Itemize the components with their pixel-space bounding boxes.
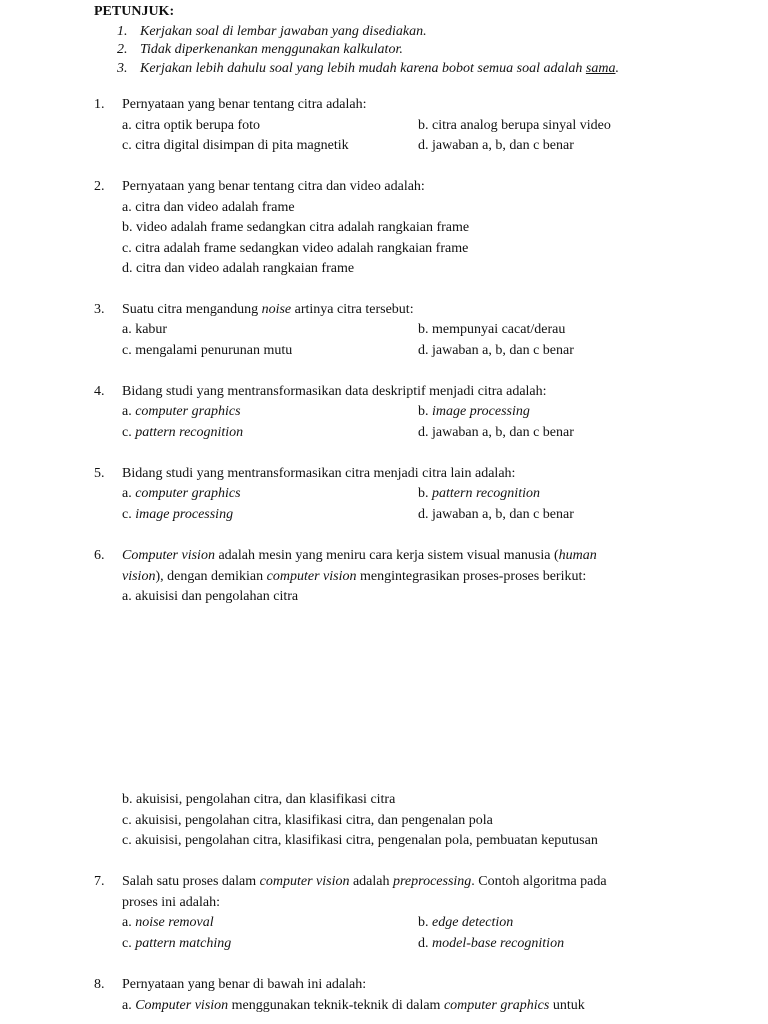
q3-stem-end: artinya citra tersebut: bbox=[291, 302, 414, 317]
q6-term-4: computer vision bbox=[266, 569, 357, 584]
q7-option-c-letter: c. bbox=[122, 936, 136, 951]
q4-option-c bbox=[122, 423, 243, 444]
instruction-3-main: Kerjakan lebih dahulu soal yang lebih mudah karena bobot semua soal adalah bbox=[140, 61, 586, 76]
q7-term-1: computer vision bbox=[259, 874, 350, 889]
q5-option-b bbox=[418, 484, 540, 505]
q8-term-1: Computer vision bbox=[135, 998, 229, 1013]
q8-text-2: untuk bbox=[549, 998, 585, 1013]
q4-stem: Bidang studi yang mentransformasikan data deskriptif menjadi citra adalah: bbox=[122, 384, 547, 399]
q3-stem-italic: noise bbox=[261, 302, 292, 317]
q8-number: 8. bbox=[94, 977, 105, 992]
instruction-3-end: . bbox=[615, 61, 619, 76]
q4-option-c-letter: c. bbox=[122, 425, 136, 440]
q5-option-c-text: image processing bbox=[135, 507, 234, 522]
instruction-1-text: Kerjakan soal di lembar jawaban yang disediakan. bbox=[140, 24, 427, 39]
q7-text-1: Salah satu proses dalam bbox=[122, 874, 260, 889]
q4-option-b bbox=[418, 402, 530, 423]
q6-term-3: vision bbox=[122, 569, 156, 584]
q6-text-3: mengintegrasikan proses-proses berikut: bbox=[356, 569, 587, 584]
q5-option-a-letter: a. bbox=[122, 486, 136, 501]
q6-stem-line-1 bbox=[122, 546, 597, 567]
q3-option-d: d. jawaban a, b, dan c benar bbox=[418, 343, 574, 358]
instruction-2-number: 2. bbox=[117, 42, 128, 57]
q7-option-a bbox=[122, 913, 214, 934]
q4-option-b-letter: b. bbox=[418, 404, 432, 419]
q7-text-2: adalah bbox=[349, 874, 393, 889]
q5-option-c bbox=[122, 505, 233, 526]
q1-number: 1. bbox=[94, 97, 105, 112]
q1-option-c: c. citra digital disimpan di pita magnetik bbox=[122, 138, 349, 153]
q8-stem: Pernyataan yang benar di bawah ini adalah: bbox=[122, 977, 367, 992]
q2-option-a: a. citra dan video adalah frame bbox=[122, 200, 295, 215]
q7-text-3: . Contoh algoritma pada bbox=[471, 874, 607, 889]
q7-option-d-text: model-base recognition bbox=[432, 936, 565, 951]
q2-option-b: b. video adalah frame sedangkan citra adalah rangkaian frame bbox=[122, 220, 470, 235]
q3-option-b: b. mempunyai cacat/derau bbox=[418, 322, 566, 337]
q6-option-a: a. akuisisi dan pengolahan citra bbox=[122, 589, 299, 604]
instruction-1-number: 1. bbox=[117, 24, 128, 39]
q5-option-a-text: computer graphics bbox=[135, 486, 241, 501]
q8-option-a bbox=[122, 996, 585, 1017]
q7-option-d-letter: d. bbox=[418, 936, 432, 951]
q6-number: 6. bbox=[94, 548, 105, 563]
q4-option-a-letter: a. bbox=[122, 404, 136, 419]
q5-option-b-letter: b. bbox=[418, 486, 432, 501]
q7-option-b bbox=[418, 913, 513, 934]
q7-option-b-letter: b. bbox=[418, 915, 432, 930]
q1-stem: Pernyataan yang benar tentang citra adalah: bbox=[122, 97, 367, 112]
instruction-3-text bbox=[140, 59, 619, 80]
q3-option-a: a. kabur bbox=[122, 322, 168, 337]
q6-option-c-extended: c. akuisisi, pengolahan citra, klasifikasi citra, pengenalan pola, pembuatan keputusan bbox=[122, 833, 598, 848]
q5-option-b-text: pattern recognition bbox=[432, 486, 540, 501]
q7-stem-line-2: proses ini adalah: bbox=[122, 895, 220, 910]
q3-stem bbox=[122, 300, 414, 321]
q3-option-c: c. mengalami penurunan mutu bbox=[122, 343, 293, 358]
q6-term-2: human bbox=[558, 548, 597, 563]
q6-text-1: adalah mesin yang meniru cara kerja sistem visual manusia ( bbox=[214, 548, 559, 563]
instruction-3-number: 3. bbox=[117, 61, 128, 76]
q4-number: 4. bbox=[94, 384, 105, 399]
q5-number: 5. bbox=[94, 466, 105, 481]
q6-text-2: ), dengan demikian bbox=[155, 569, 267, 584]
q7-number: 7. bbox=[94, 874, 105, 889]
instruction-2-text: Tidak diperkenankan menggunakan kalkulator. bbox=[140, 42, 403, 57]
q7-option-c-text: pattern matching bbox=[135, 936, 232, 951]
q4-option-a bbox=[122, 402, 241, 423]
q1-option-b: b. citra analog berupa sinyal video bbox=[418, 118, 611, 133]
q7-option-a-letter: a. bbox=[122, 915, 136, 930]
q5-stem: Bidang studi yang mentransformasikan citra menjadi citra lain adalah: bbox=[122, 466, 516, 481]
q7-term-2: preprocessing bbox=[393, 874, 472, 889]
q4-option-c-text: pattern recognition bbox=[135, 425, 244, 440]
q5-option-d: d. jawaban a, b, dan c benar bbox=[418, 507, 574, 522]
instruction-3-underlined: sama bbox=[585, 61, 616, 76]
q1-option-d: d. jawaban a, b, dan c benar bbox=[418, 138, 574, 153]
q8-term-2: computer graphics bbox=[443, 998, 550, 1013]
q6-option-c: c. akuisisi, pengolahan citra, klasifikasi citra, dan pengenalan pola bbox=[122, 813, 493, 828]
q8-option-a-letter: a. bbox=[122, 998, 136, 1013]
q7-stem-line-1 bbox=[122, 872, 607, 893]
q2-number: 2. bbox=[94, 179, 105, 194]
q7-option-c bbox=[122, 934, 231, 955]
q2-option-d: d. citra dan video adalah rangkaian frame bbox=[122, 261, 355, 276]
q3-number: 3. bbox=[94, 302, 105, 317]
q5-option-a bbox=[122, 484, 241, 505]
q6-stem-line-2 bbox=[122, 567, 586, 588]
q8-text-1: menggunakan teknik-teknik di dalam bbox=[228, 998, 444, 1013]
q2-stem: Pernyataan yang benar tentang citra dan video adalah: bbox=[122, 179, 425, 194]
q3-stem-start: Suatu citra mengandung bbox=[122, 302, 262, 317]
q7-option-a-text: noise removal bbox=[135, 915, 214, 930]
q5-option-c-letter: c. bbox=[122, 507, 136, 522]
q7-option-b-text: edge detection bbox=[432, 915, 514, 930]
q4-option-a-text: computer graphics bbox=[135, 404, 241, 419]
q7-option-d bbox=[418, 934, 564, 955]
q2-option-c: c. citra adalah frame sedangkan video adalah rangkaian frame bbox=[122, 241, 469, 256]
q6-option-b: b. akuisisi, pengolahan citra, dan klasifikasi citra bbox=[122, 792, 396, 807]
q6-term-1: Computer vision bbox=[122, 548, 215, 563]
q4-option-d: d. jawaban a, b, dan c benar bbox=[418, 425, 574, 440]
q1-option-a: a. citra optik berupa foto bbox=[122, 118, 261, 133]
q4-option-b-text: image processing bbox=[432, 404, 530, 419]
page-title: PETUNJUK: bbox=[94, 4, 175, 19]
